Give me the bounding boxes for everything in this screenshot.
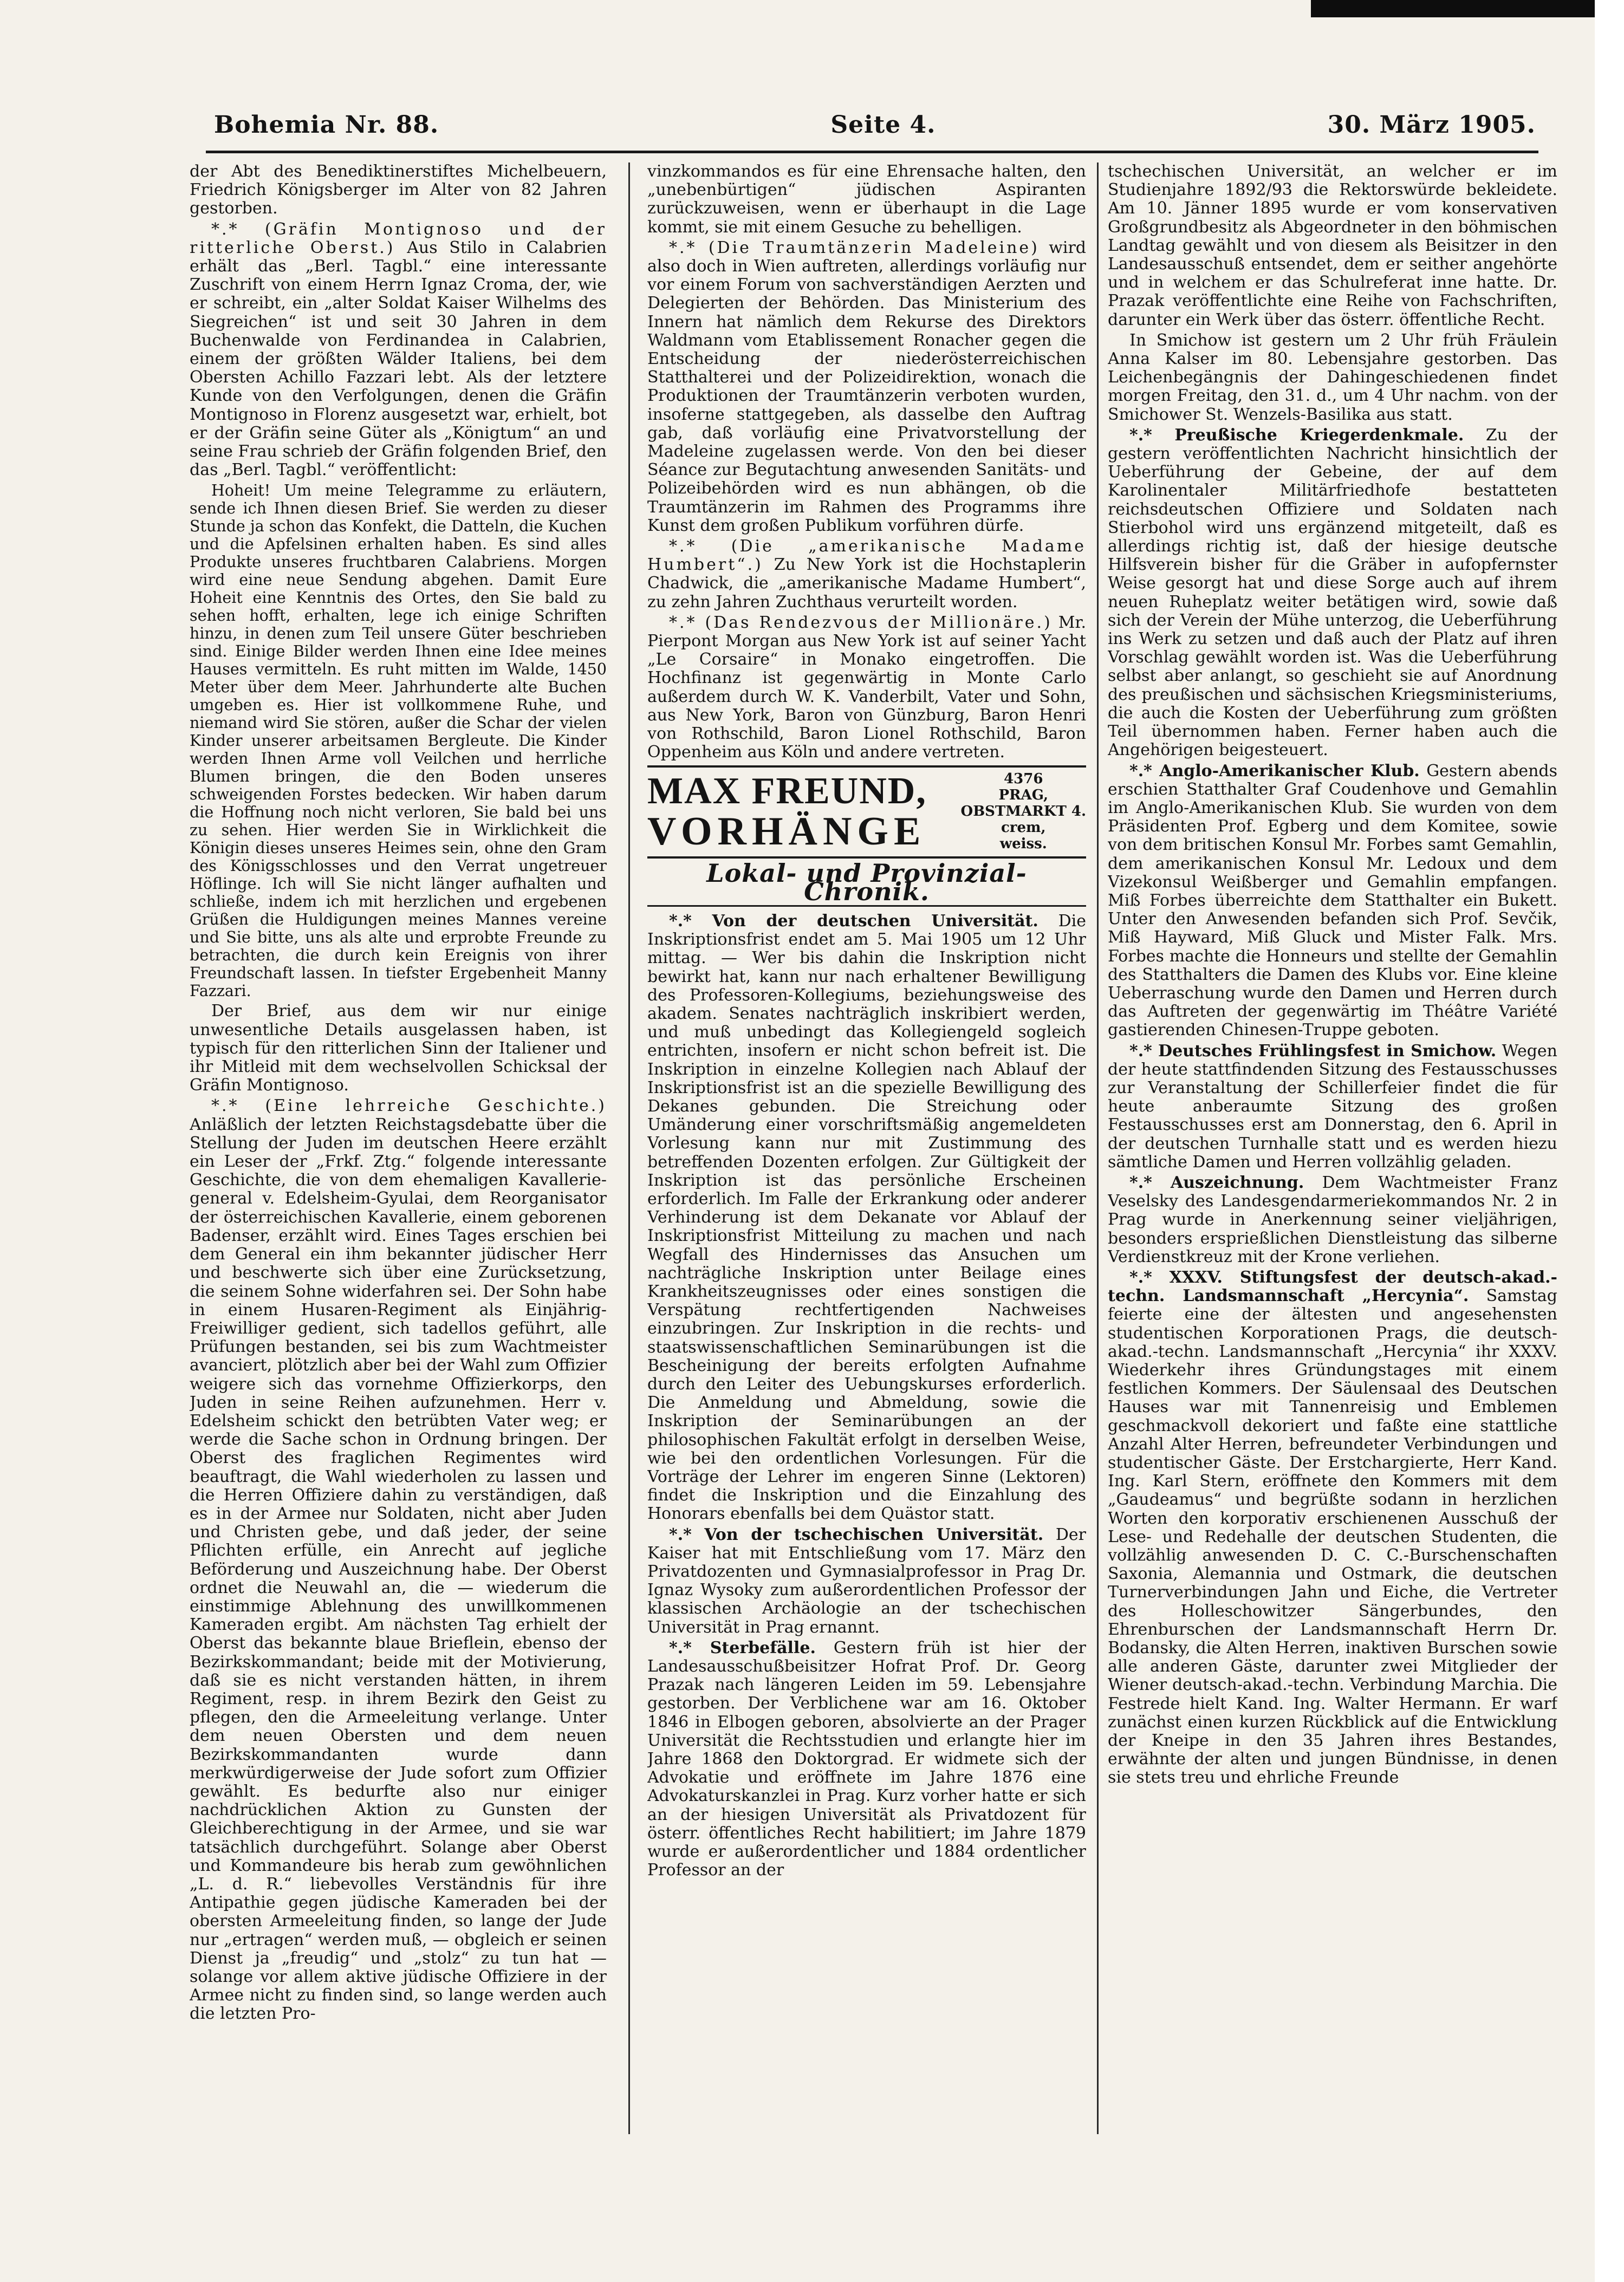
- article-hercynia: [1108, 1269, 1557, 1787]
- article-fruehlingsfest: [1108, 1042, 1557, 1172]
- article-heading: *.* (Das Rendezvous der Millionäre.): [669, 613, 1053, 632]
- article-tschechische-universitaet: [647, 1526, 1086, 1637]
- article-paragraph: tschechischen Universität, an welcher er im Studienjahre 1892/93 die Rektorswürde bekleidete. Am 10. Jänner 1895 wurde er vom konservativen Großgrundbesitz als Abgeordneter in den böhmischen Landtag gewählt und von diesem als Beisitzer in den Landesausschuß entsendet, dem er seither angehörte und in welchem er das Schulreferat inne hatte. Dr. Prazak veröffentlichte eine Reihe von Fachschriften, darunter ein Werk über das österr. öffentliche Recht.: [1108, 162, 1557, 329]
- article-sterbefaelle: [647, 1639, 1086, 1880]
- article-kriegerdenkmale: [1108, 426, 1557, 760]
- article-body: Mr. Pierpont Morgan aus New York ist auf seiner Yacht „Le Corsaire“ in Monako eingetroffen. Die Hochfinanz ist gegenwärtig in Monte Carlo außerdem durch W. K. Vanderbilt, Vater und Sohn, aus New York, Baron von Günzburg, Baron Henri von Rothschild, Baron Lionel Rothschild, Baron Oppenheim aus Köln und andere vertreten.: [647, 613, 1086, 762]
- article-body: Gestern früh ist hier der Landesausschußbeisitzer Hofrat Prof. Dr. Georg Prazak nach längeren Leiden im 59. Lebensjahre gestorben. Der Verblichene war am 16. Oktober 1846 in Elbogen geboren, absolvierte an der Prager Universität die Rechtsstudien und erlangte hier im Jahre 1868 den Doktorgrad. Er widmete sich der Advokatie und eröffnete im Jahre 1876 eine Advokaturskanzlei in Prag. Kurz vorher hatte er sich an der hiesigen Universität als Privatdozent für österr. öffentliches Recht habilitiert; im Jahre 1879 wurde er außerordentlicher und 1884 ordentlicher Professor an der: [647, 1638, 1086, 1880]
- article-body: Wegen der heute stattfindenden Sitzung des Festausschusses zur Veranstaltung der Schillerfeier findet die für heute anberaumte Sitzung des großen Festausschusses erst am Donnerstag, den 6. April in der deutschen Turnhalle statt und es werden hiezu sämtliche Damen und Herren vollzählig geladen.: [1108, 1041, 1557, 1172]
- letter-text: Hoheit! Um meine Telegramme zu erläutern, sende ich Ihnen diesen Brief. Sie werden zu dieser Stunde ja schon das Konfekt, die Datteln, die Kuchen und die Apfelsinen erhalten haben. Es sind alles Produkte unseres fruchtbaren Calabriens. Morgen wird eine neue Sendung abgehen. Damit Eure Hoheit eine Kenntnis des Ortes, den Sie bald zu sehen hofft, erhalten, lege ich einige Schriften hinzu, in denen zum Teil unsere Güter beschrieben sind. Einige Bilder werden Ihnen eine Idee meines Hauses vermitteln. Es ruht mitten im Walde, 1450 Meter über dem Meer. Jahrhunderte alte Buchen umgeben es. Hier ist vollkommene Ruhe, und niemand wird Sie stören, außer die Schar der vielen Kinder unserer arbeitsamen Bergleute. Die Kinder werden Ihnen Arme voll Veilchen und herrliche Blumen bringen, die den Boden unseres schweigenden Forstes bedecken. Wir haben darum die Hoffnung noch nicht verloren, Sie bald bei uns zu sehen. Hier werden Sie in Wirklichkeit die Königin dieses unseres Heimes sein, ohne den Gram des Königsschlosses und den Verrat ungetreuer Höflinge. Ich will Sie nicht länger aufhalten und schließe, indem ich mit herzlichen und ergebenen Grüßen die Huldigungen meines Mannes vereine und Sie bitte, uns als alte und erprobte Freunde zu betrachten, die durch kein Ereignis von ihrer Freundschaft lassen. In tiefster Ergebenheit Manny Fazzari.: [190, 482, 607, 1000]
- ad-color-2: weiss.: [999, 835, 1047, 852]
- article-body: Samstag feierte eine der ältesten und angesehensten studentischen Korporationen Prags, die deutsch-akad.-techn. Landsmannschaft „Hercynia“ ihr XXXV. Wiederkehr ihres Gründungstages mit einem festlichen Kommers. Der Säulensaal des Deutschen Hauses war mit Tannenreisig und Emblemen geschmackvoll dekoriert und faßte eine stattliche Anzahl Alter Herren, befreundeter Verbindungen und studentischer Gäste. Der Erstchargierte, Herr Kand. Ing. Karl Stern, eröffnete den Kommers mit dem „Gaudeamus“ und begrüßte sodann in herzlichen Worten den korporativ erschienenen Ausschuß der Lese- und Redehalle der deutschen Studenten, die vollzählig anwesenden D. C. C.-Burschenschaften Saxonia, Alemannia und Ostmark, die deutschen Turnerverbindungen Jahn und Eiche, die Vertreter des Holleschowitzer Sängerbundes, den Ehrenburschen der Landsmannschaft Herrn Dr. Bodansky, die Alten Herren, inaktiven Burschen sowie alle anderen Gäste, darunter zwei Mitglieder der Wiener deutsch-akad.-techn. Verbindung Marchia. Die Festrede hielt Kand. Ing. Walter Hermann. Er warf zunächst einen kurzen Rückblick auf die Entwicklung der Kneipe in den 35 Jahren ihres Bestandes, erwähnte der alten und jungen Bündnisse, in denen sie stets treu und ehrliche Freunde: [1108, 1286, 1557, 1787]
- article-anglo-amerikanischer-klub: [1108, 762, 1557, 1040]
- article-paragraph: der Abt des Benediktinerstiftes Michelbeuern, Friedrich Königsberger im Alter von 82 Jahren gestorben.: [190, 162, 607, 218]
- article-heading: *.* Anglo-Amerikanischer Klub.: [1129, 761, 1420, 781]
- page-number: Seite 4.: [830, 111, 936, 139]
- article-lehrreiche-geschichte: [190, 1097, 607, 2023]
- article-body: Zu der gestern veröffentlichten Nachricht hinsichtlich der Ueberführung der Gebeine, der auf dem Karolinentaler Militärfriedhofe bestatteten reichsdeutschen Offiziere und Soldaten nach Stierbohol wird uns ergänzend mitgeteilt, daß es allerdings richtig ist, daß der hiesige deutsche Hilfsverein bisher für die Gräber in aufopfernster Weise gesorgt hat und diese Sorge auch auf ihrem neuen Ruheplatz weiter betätigen wird, sowie daß sich der Verein der Mühe unterzog, die Ueberführung ins Werk zu setzen und daß auch der Platz auf ihren Vorschlag gewählt worden ist. Was die Ueberführung selbst aber anlangt, so geschieht sie auf Anordnung des preußischen und sächsischen Kriegsministeriums, die auch die Kosten der Ueberführung zum größten Teil übernommen haben. Ferner haben auch die Angehörigen beigesteuert.: [1108, 425, 1557, 760]
- article-heading: *.* (Eine lehrreiche Geschichte.): [211, 1096, 607, 1116]
- scan-border-top-right: [1311, 0, 1614, 17]
- article-paragraph: In Smichow ist gestern um 2 Uhr früh Fräulein Anna Kalser im 80. Lebensjahre gestorben. Das Leichenbegängnis der Dahingeschiedenen findet morgen Freitag, den 31. d., um 4 Uhr nachm. von der Smichower St. Wenzels-Basilika aus statt.: [1108, 330, 1557, 424]
- article-body: wird also doch in Wien auftreten, allerdings vorläufig nur vor einem Forum von sachverständigen Aerzten und Delegierten der Behörden. Das Ministerium des Innern hat nämlich dem Rekurse des Direktors Waldmann vom Etablissement Ronacher gegen die Entscheidung der niederösterreichischen Statthalterei und der Polizeidirektion, wonach die Produktionen der Traumtänzerin verboten wurden, insoferne stattgegeben, als dasselbe den Auftrag gab, daß vorläufig eine Privatvorstellung der Madeleine zugelassen werde. Von den bei dieser Séance zur Begutachtung anwesenden Sanitäts- und Polizeibehörden wird es nun abhängen, ob die Traumtänzerin im Rahmen des Programms ihre Kunst dem großen Publikum vorführen dürfe.: [647, 238, 1086, 535]
- article-body: Anläßlich der letzten Reichstagsdebatte über die Stellung der Juden im deutschen Heere erzählt ein Leser der „Frkf. Ztg.“ folgende interessante Geschichte, die von dem ehemaligen Kavallerie-general v. Edelsheim-Gyulai, dem Reorganisator der österreichischen Kavallerie, einem geborenen Badenser, erzählt wird. Eines Tages erschien bei dem General ein ihm bekannter jüdischer Herr und beschwerte sich über eine Zurücksetzung, die seinem Sohne widerfahren sei. Der Sohn habe in einem Husaren-Regiment als Einjährig-Freiwilliger gedient, sich tadellos geführt, alle Prüfungen bestanden, sei bis zum Wachtmeister avanciert, plötzlich aber bei der Wahl zum Offizier weigere sich das vornehme Offizierkorps, den Juden in seine Reihen aufzunehmen. Herr v. Edelsheim schickt den betrübten Vater weg; er werde die Sache schon in Ordnung bringen. Der Oberst des fraglichen Regimentes wird beauftragt, die Wahl wiederholen zu lassen und die Herren Offiziere dahin zu verständigen, daß es in der Armee nur Soldaten, nicht aber Juden und Christen gebe, und daß jeder, der seine Pflichten erfülle, ein Anrecht auf jegliche Beförderung und Auszeichnung habe. Der Oberst ordnet die Neuwahl an, die — wiederum die einstimmige Ablehnung des unwillkommenen Kameraden ergibt. Am nächsten Tag erhielt der Oberst das bekannte blaue Brieflein, ebenso der Bezirkskommandant; beide mit der Motivierung, daß sie es nicht verstanden hätten, in ihrem Regiment, resp. in ihrem Bezirk den Geist zu pflegen, den die Armeeleitung verlange. Unter dem neuen Obersten und dem neuen Bezirkskommandanten wurde dann merkwürdigerweise der Jude sofort zum Offizier gewählt. Es bedurfte also nur einiger nachdrücklichen Aktion zu Gunsten der Gleichberechtigung in der Armee, und sie war tatsächlich durchgeführt. Solange aber Oberst und Kommandeure bis herab zum gewöhnlichen „L. d. R.“ liebevolles Verständnis für ihre Antipathie gegen jüdische Kameraden bei der obersten Armeeleitung finden, so lange der Jude nur „ertragen“ werden muß, — obgleich er seinen Dienst ja „freudig“ und „stolz“ zu tun hat — solange vor allem aktive jüdische Offiziere in der Armee nicht zu finden sind, so lange werden auch die letzten Pro-: [190, 1115, 607, 2024]
- header-rule: [206, 151, 1538, 153]
- article-heading: *.* (Die „amerikanische Madame Humbert“.): [647, 537, 1086, 575]
- article-madame-humbert: [647, 537, 1086, 612]
- column-2: [647, 162, 1086, 2134]
- article-heading: *.* XXXV. Stiftungsfest der deutsch-akad.-techn. Landsmannschaft „Hercynia“.: [1108, 1267, 1557, 1306]
- article-auszeichnung: [1108, 1174, 1557, 1266]
- ad-number: 4376: [1004, 770, 1043, 787]
- article-heading: *.* Sterbefälle.: [669, 1638, 816, 1657]
- article-heading: *.* Deutsches Frühlingsfest in Smichow.: [1129, 1041, 1497, 1061]
- article-millionaere: [647, 614, 1086, 762]
- ad-product: VORHÄNGE: [647, 809, 926, 854]
- page-header: [214, 111, 1536, 144]
- issue-date: 30. März 1905.: [1327, 111, 1536, 139]
- article-heading: *.* Von der tschechischen Universität.: [669, 1525, 1044, 1544]
- scan-border-right: [1595, 0, 1624, 2282]
- article-montignoso: [190, 220, 607, 480]
- article-heading: *.* Auszeichnung.: [1129, 1173, 1304, 1192]
- article-heading: *.* (Gräfin Montignoso und der ritterliche Oberst.): [190, 219, 607, 257]
- article-body: Dem Wachtmeister Franz Veselsky des Landesgendarmeriekommandos Nr. 2 in Prag wurde in Anerkennung seiner vieljährigen, besonders ersprießlichen Dienstleistung das silberne Verdienstkreuz mit der Krone verliehen.: [1108, 1173, 1557, 1266]
- article-heading: *.* Von der deutschen Universität.: [669, 911, 1038, 931]
- ad-street: OBSTMARKT 4.: [960, 803, 1086, 820]
- advertisement-max-freund: [647, 765, 1086, 859]
- column-1: [190, 162, 607, 2134]
- ad-title: MAX FREUND,: [647, 770, 927, 812]
- newspaper-name: Bohemia Nr. 88.: [214, 111, 439, 139]
- article-paragraph: Der Brief, aus dem wir nur einige unwesentliche Details ausgelassen haben, ist typisch für den ritterlichen Sinn der Italiener und ihr Mitleid mit dem wechselvollen Schicksal der Gräfin Montignoso.: [190, 1002, 607, 1095]
- article-deutsche-universitaet: [647, 912, 1086, 1524]
- article-body: Gestern abends erschien Statthalter Graf Coudenhove und Gemahlin im Anglo-Amerikanischen Klub. Sie wurden von dem Präsidenten Prof. Egberg und dem Komitee, sowie von dem britischen Konsul Mr. Forbes samt Gemahlin, dem amerikanischen Konsul Mr. Ledoux und dem Vizekonsul Weißberger und Gemahlin empfangen. Miß Forbes überreichte dem Statthalter ein Bukett. Unter den Anwesenden befanden sich Prof. Sevčik, Miß Hayward, Miß Gluck und Mister Falk. Mrs. Forbes machte die Honneurs und stellte der Gemahlin des Statthalters die Damen des Klubs vor. Eine kleine Ueberraschung wurde den Damen und Herren durch das Auftreten der gegenwärtig im Théâtre Variété gastierenden Chinesen-Truppe geboten.: [1108, 761, 1557, 1040]
- article-heading: *.* Preußische Kriegerdenkmale.: [1129, 425, 1464, 445]
- article-traumtaenzerin: [647, 239, 1086, 535]
- article-paragraph: vinzkommandos es für eine Ehrensache halten, den „unebenbürtigen“ jüdischen Aspiranten zurückzuweisen, wenn er überhaupt in die Lage kommt, sie mit einem Gesuche zu behelligen.: [647, 162, 1086, 237]
- column-divider: [1097, 162, 1099, 2134]
- article-heading: *.* (Die Traumtänzerin Madeleine): [669, 238, 1040, 257]
- article-body: Der Kaiser hat mit Entschließung vom 17. März den Privatdozenten und Gymnasialprofessor in Prag Dr. Ignaz Wysoky zum außerordentlichen Professor der klassischen Archäologie an der tschechischen Universität in Prag ernannt.: [647, 1525, 1086, 1637]
- section-heading: Lokal- und Provinzial-Chronik.: [647, 864, 1086, 907]
- article-body: Zu New York ist die Hochstaplerin Chadwick, die „amerikanische Madame Humbert“, zu zehn Jahren Zuchthaus verurteilt worden.: [647, 555, 1086, 612]
- ad-city: PRAG,: [998, 786, 1049, 803]
- column-divider: [628, 162, 630, 2134]
- ad-color-1: crem,: [1001, 819, 1046, 836]
- article-body: Aus Stilo in Calabrien erhält das „Berl. Tagbl.“ eine interessante Zuschrift von einem Herrn Ignaz Croma, der, wie er schreibt, ein „alter Soldat Kaiser Wilhelms des Siegreichen“ ist und seit 30 Jahren in dem Buchenwalde von Ferdinandea in Calabrien, einem der größten Wälder Italiens, bei dem Obersten Achillo Fazzari lebt. Als der letztere Kunde von den Verfolgungen, denen die Gräfin Montignoso in Florenz ausgesetzt war, erhielt, bot er der Gräfin seine Güter als „Königtum“ an und seine Frau schrieb der Gräfin folgenden Brief, den das „Berl. Tagbl.“ veröffentlicht:: [190, 238, 607, 480]
- column-3: [1108, 162, 1557, 2134]
- article-body: Die Inskriptionsfrist endet am 5. Mai 1905 um 12 Uhr mittag. — Wer bis dahin die Inskription nicht bewirkt hat, kann nur nach erhaltener Bewilligung des Professoren-Kollegiums, beziehungsweise des akadem. Senates nachträglich inskribiert werden, und muß unbedingt das Kollegiengeld sogleich entrichten, insofern er nicht schon befreit ist. Die Inskription in einzelne Kollegien nach Ablauf der Inskriptionsfrist ist an die spezielle Bewilligung des Dekanes gebunden. Die Streichung oder Umänderung einer vorschriftsmäßig angemeldeten Vorlesung kann nur mit Zustimmung des betreffenden Dozenten erfolgen. Zur Gültigkeit der Inskription ist das persönliche Erscheinen erforderlich. Im Falle der Erkrankung oder anderer Verhinderung ist dem Dekanate vor Ablauf der Inskriptionsfrist Mitteilung zu machen und nach Wegfall des Hindernisses das Ansuchen um nachträgliche Inskription unter Beilage eines Krankheitszeugnisses oder eines sonstigen die Verspätung rechtfertigenden Nachweises einzubringen. Zur Inskription in die rechts- und staatswissenschaftlichen Seminarübungen ist die Bescheinigung der bereits erfolgten Aufnahme durch den Leiter des Uebungskurses erforderlich. Die Anmeldung und Abmeldung, sowie die Inskription der Seminarübungen an der philosophischen Fakultät erfolgt in derselben Weise, wie bei den ordentlichen Vorlesungen. Für die Vorträge der Lehrer im engeren Sinne (Lektoren) findet die Inskription und die Einzahlung des Honorars ebenfalls bei dem Quästor statt.: [647, 911, 1086, 1524]
